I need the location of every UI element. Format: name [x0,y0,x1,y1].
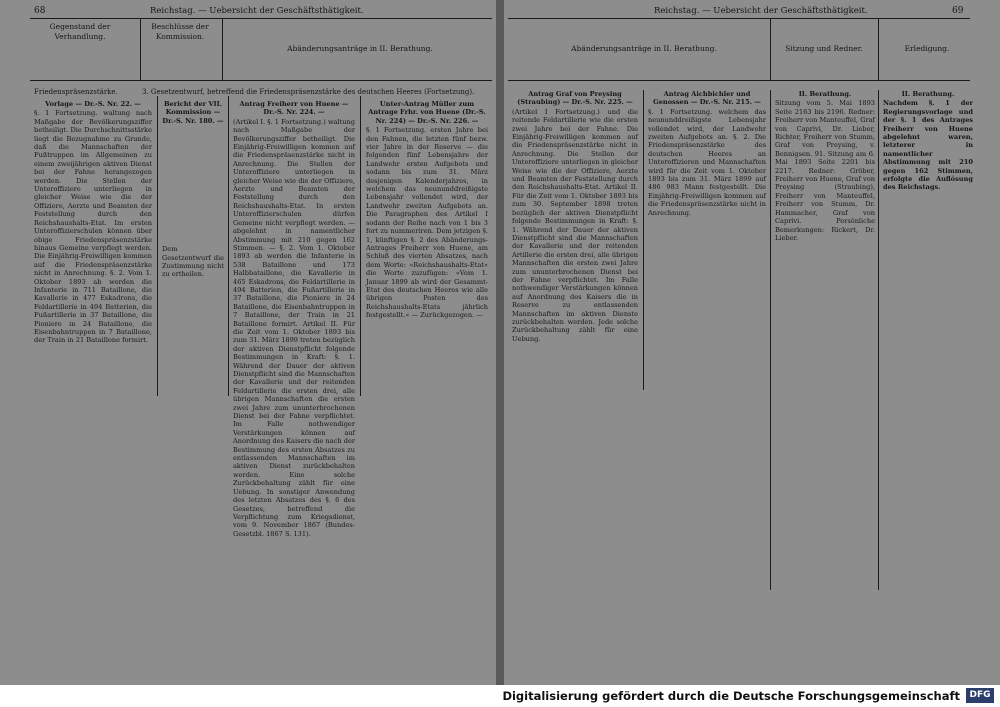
left-running-head: Reichstag. — Uebersicht der Geschäftsthätigkeit. [150,6,364,16]
col-divider [222,18,223,80]
column-preysing-motion [512,90,638,344]
column-body: §. 1 Fortsetzung. waltung nach Maßgabe der Bevölkerungsziffer betheiligt. Die Durchschnittsstärke liegt die Bezugnahme zu Grunde, daß die Mannschaften der Fußtruppen im Allgemeinen zu einem zweijährigen aktiven Dienst bei der Fahne herangezogen werden. Die Stellen der Unteroffiziere unterliegen in gleicher Weise wie die der Offiziere, Aerzte und Beamten der Feststellung durch den Reichshaushalts-Etat. Im ersten Unteroffizierschulen können über obige Friedenspräsenzstärke hinaus Gemeine verpflegt werden. Die Einjährig-Freiwilligen kommen auf die Friedenspräsenzstärke nicht in Anrechnung. §. 2. Vom 1. Oktober 1893 ab werden die Infanterie in 711 Bataillone, die Kavallerie in 477 Eskadrons, die Feldartillerie in 494 Batterien, die Fußartillerie in 37 Bataillone, die Pioniere in 24 Bataillone, die Eisenbahntruppen in 7 Bataillone, der Train in 21 Bataillone formirt. [34,109,152,345]
column-body: (Artikel I. §. 1 Fortsetzung.) waltung nach Maßgabe der Bevölkerungsziffer betheiligt. Die Einjährig-Freiwilligen kommen auf die Friedenspräsenzstärke nicht in Anrechnung. Die Stellen der Unteroffiziere unterliegen in gleicher Weise wie die der Offiziere, Aerzte und Beamten der Feststellung durch den Reichshaushalts-Etat. In ersten Unteroffizierschulen dürfen Gemeine nicht verpflegt werden. — abgelehnt in namentlicher Abstimmung mit 210 gegen 162 Stimmen. — §. 2. Vom 1. Oktober 1893 ab werden die Infanterie in 538 Bataillone und 173 Halbbataillone, die Kavallerie in 465 Eskadrons, die Feldartillerie in 494 Batterien, die Fußartillerie in 37 Bataillone, die Pioniere in 24 Bataillone, die Eisenbahntruppen in 7 Bataillone, der Train in 21 Bataillone formirt. Artikel II. Für die Zeit vom 1. Oktober 1893 bis zum 31. März 1899 treten bezüglich der aktiven Dienstpflicht folgende Bestimmungen in Kraft: §. 1. Während der Dauer der aktiven Dienstpflicht sind die Mannschaften der Kavallerie und der reitenden Feldartillerie die ersten drei, alle übrigen Mannschaften die ersten zwei Jahre zum ununterbrochenen Dienst bei der Fahne verpflichtet. Im Falle nothwendiger Verstärkungen können auf Anordnung des Kaisers die nach der Bestimmung des ersten Absatzes zu entlassenden Mannschaften im aktiven Dienst zurückbehalten werden. Eine solche Zurückbehaltung zählt für eine Uebung. In sonstiger Anwendung des letzten Absatzes des §. 6 des Gesetzes, betreffend die Verpflichtung zum Kriegsdienst, vom 9. November 1867 (Bundes-Gesetzbl. 1867 S. 131). [233,117,355,538]
left-page [0,0,496,685]
column-head: Unter-Antrag Müller zum Antrage Frhr. von Huene (Dr.-S. Nr. 224) — Dr.-S. Nr. 226. — [368,100,486,125]
column-body: (Artikel I Fortsetzung.) und die reitende Feldartillerie wie die ersten zwei Jahre bei der Fahne. Die Einjährig-Freiwilligen kommen auf die Friedenspräsenzstärke nicht in Anrechnung. Die Stellen der Unteroffiziere unterliegen in gleicher Weise wie die der Offiziere, Aerzte und Beamten der Feststellung durch den Reichshaushalts-Etat. Artikel II. Für die Zeit vom 1. Oktober 1893 bis zum 30. September 1898 treten bezüglich der aktiven Dienstpflicht folgende Bestimmungen in Kraft: §. 1. Während der Dauer der aktiven Dienstpflicht sind die Mannschaften der Kavallerie und der reitenden Artillerie die ersten drei, alle übrigen Mannschaften die ersten zwei Jahre zum ununterbrochenen Dienst bei der Fahne verpflichtet. Im Falle nothwendiger Verstärkungen können auf Anordnung des Kaisers die in Reserve zu entlassenden Mannschaften im aktiven Dienste zurückbehalten werden. Jede solche Zurückbehaltung zählt für eine Uebung. [512,107,638,343]
column-head: Antrag Aichbichler und Genossen — Dr.-S. Nr. 215. — [653,90,761,107]
right-page [504,0,1000,685]
column-head: II. Berathung. [901,90,955,98]
header-bottom-rule [30,80,492,81]
column-head: Vorlage — Dr.-S. Nr. 22. — [45,100,141,108]
col-header-amendments: Abänderungsanträge in II. Berathung. [287,44,433,53]
col-divider [643,90,644,390]
column-body: Sitzung vom 5. Mai 1893 Seite 2163 bis 2196. Redner: Freiherr von Manteuffel, Graf von Caprivi, Dr. Lieber, Richter, Freiherr von Stumm, Graf von Preysing, v. Bennigsen. 91. Sitzung am 6. Mai 1893 Seite 2201 bis 2217. Redner: Gröber, Freiherr von Huene, Graf von Preysing (Straubing), Freiherr von Manteuffel, Freiherr von Stumm, Dr. Hammacher, Graf von Caprivi. Persönliche Bemerkungen: Rickert, Dr. Lieber. [775,99,875,242]
column-head: Antrag Freiherr von Huene — Dr.-S. Nr. 224. — [239,100,349,117]
col-header-subject: Gegenstand der Verhandlung. [49,22,111,41]
col-header-resolution: Erledigung. [904,44,950,53]
footer-bar [0,685,1000,707]
col-divider [140,18,141,80]
column-head: Bericht der VII. Kommission — Dr.-S. Nr. 180. — [162,100,224,125]
funding-note: Digitalisierung gefördert durch die Deutsche Forschungsgemeinschaft [502,689,960,703]
subject-line: 3. Gesetzentwurf, betreffend die Friedenspräsenzstärke des deutschen Heeres (Fortsetzung). [142,88,475,96]
col-divider [360,96,361,396]
right-page-number: 69 [952,6,964,16]
col-header-amendments: Abänderungsanträge in II. Berathung. [571,44,717,53]
column-body: §. 1 Fortsetzung. ersten Jahre bei den Fahnen, die letzten fünf bezw. vier Jahre in der Reserve — die folgenden fünf Lebensjahre der Landwehr ersten Aufgebots und sodann bis zum 31. März desjenigen Kalenderjahres, in welchem das neununddreißigste Lebensjahr vollendet wird, der Landwehr zweiten Aufgebots an. Die Paragraphen des Artikel I sodann der Reihe nach von 1 bis 3 fort zu nummeriren. Dem jetzigen §. 1, künftigen §. 2 des Abänderungs-Antrages Freiherr von Huene, am Schluß des vierten Absatzes, nach dem Worte: »Reichshaushalts-Etat« die Worte zuzufügen: »Vom 1. Januar 1899 ab wird der Gesammt-Etat des deutschen Heeres wie alle übrigen Posten des Reichshaushalts-Etats jährlich festgestellt.« — Zurückgezogen. — [366,126,488,320]
header-rule [508,18,970,19]
column-resolution [883,90,973,193]
header-rule [30,18,492,19]
col-divider [878,90,879,590]
right-running-head: Reichstag. — Uebersicht der Geschäftsthätigkeit. [654,6,868,16]
column-body: §. 1 Fortsetzung. welchem das neununddreißigste Lebensjahr vollendet wird, der Landwehr zweiten Aufgebots an. §. 2. Die Friedenspräsenzstärke des deutschen Heeres an Unteroffizieren und Mannschaften wird für die Zeit vom 1. Oktober 1893 bis zum 31. März 1899 auf 486 983 Mann festgestellt. Die Einjährig-Freiwilligen kommen auf die Friedenspräsenzstärke nicht in Anrechnung. [648,107,766,217]
header-bottom-rule [508,80,970,81]
column-mueller-submotion [366,100,488,321]
col-divider [228,96,229,396]
dfg-logo: DFG [966,688,994,703]
column-head: Antrag Graf von Preysing (Straubing) — Dr.-S. Nr. 225. — [517,90,633,107]
col-divider [770,90,771,590]
book-gutter [496,0,504,685]
column-vorlage [34,100,152,346]
col-divider [770,18,771,80]
column-sessions [775,90,875,243]
column-huene-motion [233,100,355,539]
column-aichbichler-motion [648,90,766,218]
column-body: Nachdem §. 1 der Regierungsvorlage und der §. 1 des Antrages Freiherr von Huene abgelehnt waren, letzterer in namentlicher Abstimmung mit 210 gegen 162 Stimmen, erfolgte die Auflösung des Reichstags. [883,99,973,192]
left-page-number: 68 [34,6,46,16]
col-header-commission: Beschlüsse der Kommission. [151,22,209,41]
col-divider [157,96,158,396]
col-header-sessions: Sitzung und Redner. [785,44,863,53]
column-commission-report [162,100,224,280]
subject-title: Friedenspräsenzstärke. [34,88,118,96]
column-head: II. Berathung. [798,90,852,98]
col-divider [878,18,879,80]
column-body: Dem Gesetzentwurf die Zustimmung nicht zu ertheilen. [162,245,224,279]
